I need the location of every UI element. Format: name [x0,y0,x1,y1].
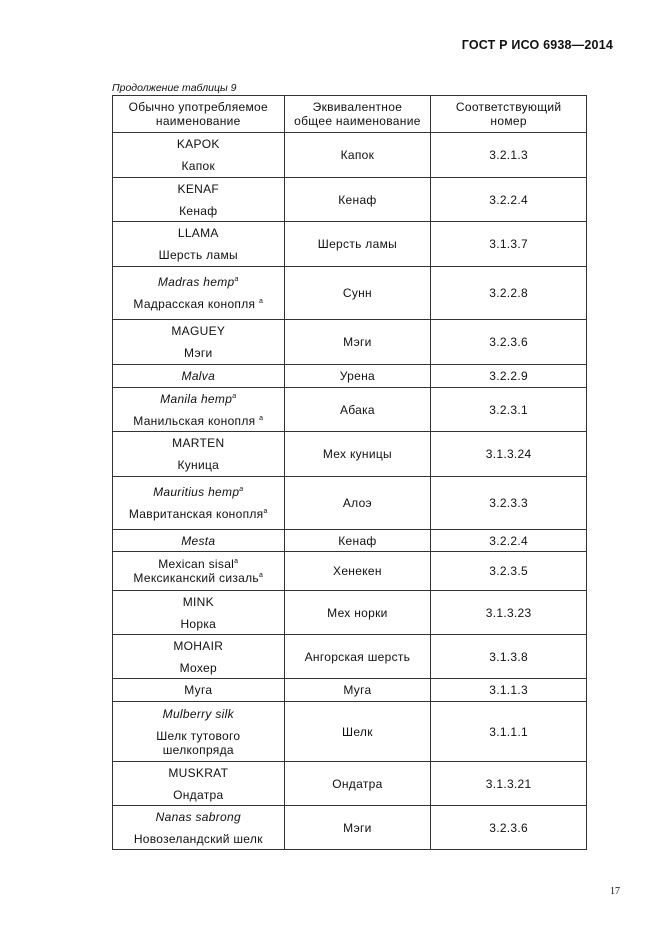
number-cell: 3.1.3.21 [431,762,587,806]
russian-name [115,297,282,311]
table-row [113,762,587,806]
table-row [113,365,587,388]
common-name-text: Manila hemp [160,391,233,406]
common-name-cell [113,133,285,178]
table-row [113,133,587,178]
equivalent-name-cell: Урена [284,365,431,388]
common-name-cell [113,365,285,388]
column-header-common-name [113,96,285,133]
common-name-text: Madras hemp [157,275,235,289]
number-cell: 3.2.2.4 [431,530,587,552]
common-name: MAGUEY [171,324,226,338]
number-cell: 3.2.3.1 [431,388,587,432]
table-row [113,591,587,635]
footnote-mark: a [263,508,268,515]
equivalent-name-cell: Алоэ [284,477,431,530]
table-row [113,635,587,679]
table-row [113,806,587,850]
header-line: номер [490,114,527,128]
common-name-cell [113,591,285,635]
common-name: MINK [182,594,214,609]
equivalent-name-cell: Хенекен [284,552,431,591]
russian-name-text: Мавританская конопля [128,507,264,521]
russian-name: Мэги [184,346,213,360]
header-line: Эквивалентное [312,100,403,114]
header-line: наименование [155,114,241,128]
table-row [113,178,587,222]
equivalent-name-cell: Ондатра [284,762,431,806]
common-name: Mulberry silk [162,706,234,721]
footnote-mark: a [259,414,264,422]
table-caption: Продолжение таблицы 9 [112,82,237,94]
equivalent-name-cell: Мех норки [284,591,431,635]
footnote-mark: a [258,298,264,305]
table-row [113,530,587,552]
common-name-cell [113,635,285,679]
table-row [113,267,587,320]
equivalent-name-cell: Абака [284,388,431,432]
footnote-mark: a [258,572,264,579]
common-name [115,557,282,571]
table-header-row [113,96,587,133]
table-row [113,477,587,530]
russian-name: Капок [181,159,216,173]
number-cell: 3.1.1.1 [431,702,587,762]
number-cell: 3.1.3.8 [431,635,587,679]
footnote-mark: a [234,558,239,565]
footnote-mark: a [232,392,237,400]
header-line: Обычно употребляемое [128,100,269,114]
russian-name-text: Мадрасская конопля [133,297,256,311]
equivalent-name-cell: Кенаф [284,530,431,552]
equivalent-name-cell: Мэги [284,320,431,365]
common-name: KAPOK [176,137,220,151]
common-name: Nanas sabrong [155,809,241,824]
russian-name: Кенаф [179,203,218,218]
common-name-cell [113,178,285,222]
table-row [113,679,587,702]
common-name-cell [113,222,285,267]
russian-name: Мохер [179,660,217,675]
number-cell: 3.2.3.3 [431,477,587,530]
number-cell: 3.1.1.3 [431,679,587,702]
table-row [113,702,587,762]
equivalent-name-cell: Сунн [284,267,431,320]
russian-name: Новозеландский шелк [133,831,263,846]
equivalent-name-cell: Мэги [284,806,431,850]
common-name-cell [113,762,285,806]
russian-name: Норка [180,616,217,631]
header-line: общее наименование [294,114,421,128]
common-name-cell [113,267,285,320]
number-cell: 3.2.1.3 [431,133,587,178]
equivalent-name-cell: Шелк [284,702,431,762]
russian-name [115,571,282,585]
common-name [115,485,282,499]
russian-name-text: Мексиканский сизаль [133,571,259,585]
russian-name [115,507,282,521]
common-name: KENAF [177,181,220,196]
table-row [113,432,587,477]
equivalent-name-cell: Ангорская шерсть [284,635,431,679]
common-name-cell [113,552,285,591]
table-row [113,320,587,365]
common-name-cell [113,477,285,530]
number-cell: 3.2.2.4 [431,178,587,222]
common-name: MUSKRAT [168,765,229,780]
fiber-names-table [112,95,587,850]
common-name [115,275,282,289]
russian-name-continued: шелкопряда [162,742,234,757]
number-cell: 3.2.2.9 [431,365,587,388]
number-cell: 3.2.3.6 [431,806,587,850]
equivalent-name-cell: Мех куницы [284,432,431,477]
number-cell: 3.2.3.6 [431,320,587,365]
number-cell: 3.2.3.5 [431,552,587,591]
common-name: LLAMA [177,226,219,240]
common-name: Malva [181,369,216,383]
common-name-text: Mexican sisal [158,557,235,571]
footnote-mark: a [239,486,244,493]
russian-name-text: Манильская конопля [133,413,256,428]
common-name-cell [113,388,285,432]
equivalent-name-cell: Шерсть ламы [284,222,431,267]
russian-name: Ондатра [173,787,224,802]
header-line: Соответствующий [455,100,562,114]
table-row [113,222,587,267]
footnote-mark: a [234,276,239,283]
common-name: MARTEN [172,436,225,450]
russian-name [115,414,282,428]
common-name-cell [113,679,285,702]
russian-name: Шерсть ламы [158,248,238,262]
russian-name: Куница [177,458,220,472]
number-cell: 3.1.3.7 [431,222,587,267]
number-cell: 3.1.3.23 [431,591,587,635]
equivalent-name-cell: Капок [284,133,431,178]
number-cell: 3.2.2.8 [431,267,587,320]
standard-designation: ГОСТ Р ИСО 6938—2014 [461,38,613,52]
common-name-cell [113,702,285,762]
common-name-cell [113,320,285,365]
common-name: MOHAIR [173,638,224,653]
column-header-number [431,96,587,133]
russian-name: Шелк тутового [156,728,241,743]
common-name: Mesta [181,533,216,548]
common-name-cell [113,806,285,850]
common-name-cell [113,530,285,552]
common-name-text: Mauritius hemp [153,485,240,499]
common-name: Муга [184,683,213,697]
page-number: 17 [610,886,620,897]
equivalent-name-cell: Муга [284,679,431,702]
column-header-equivalent-name [284,96,431,133]
equivalent-name-cell: Кенаф [284,178,431,222]
number-cell: 3.1.3.24 [431,432,587,477]
table-row [113,552,587,591]
table-row [113,388,587,432]
common-name-cell [113,432,285,477]
common-name [115,392,282,406]
